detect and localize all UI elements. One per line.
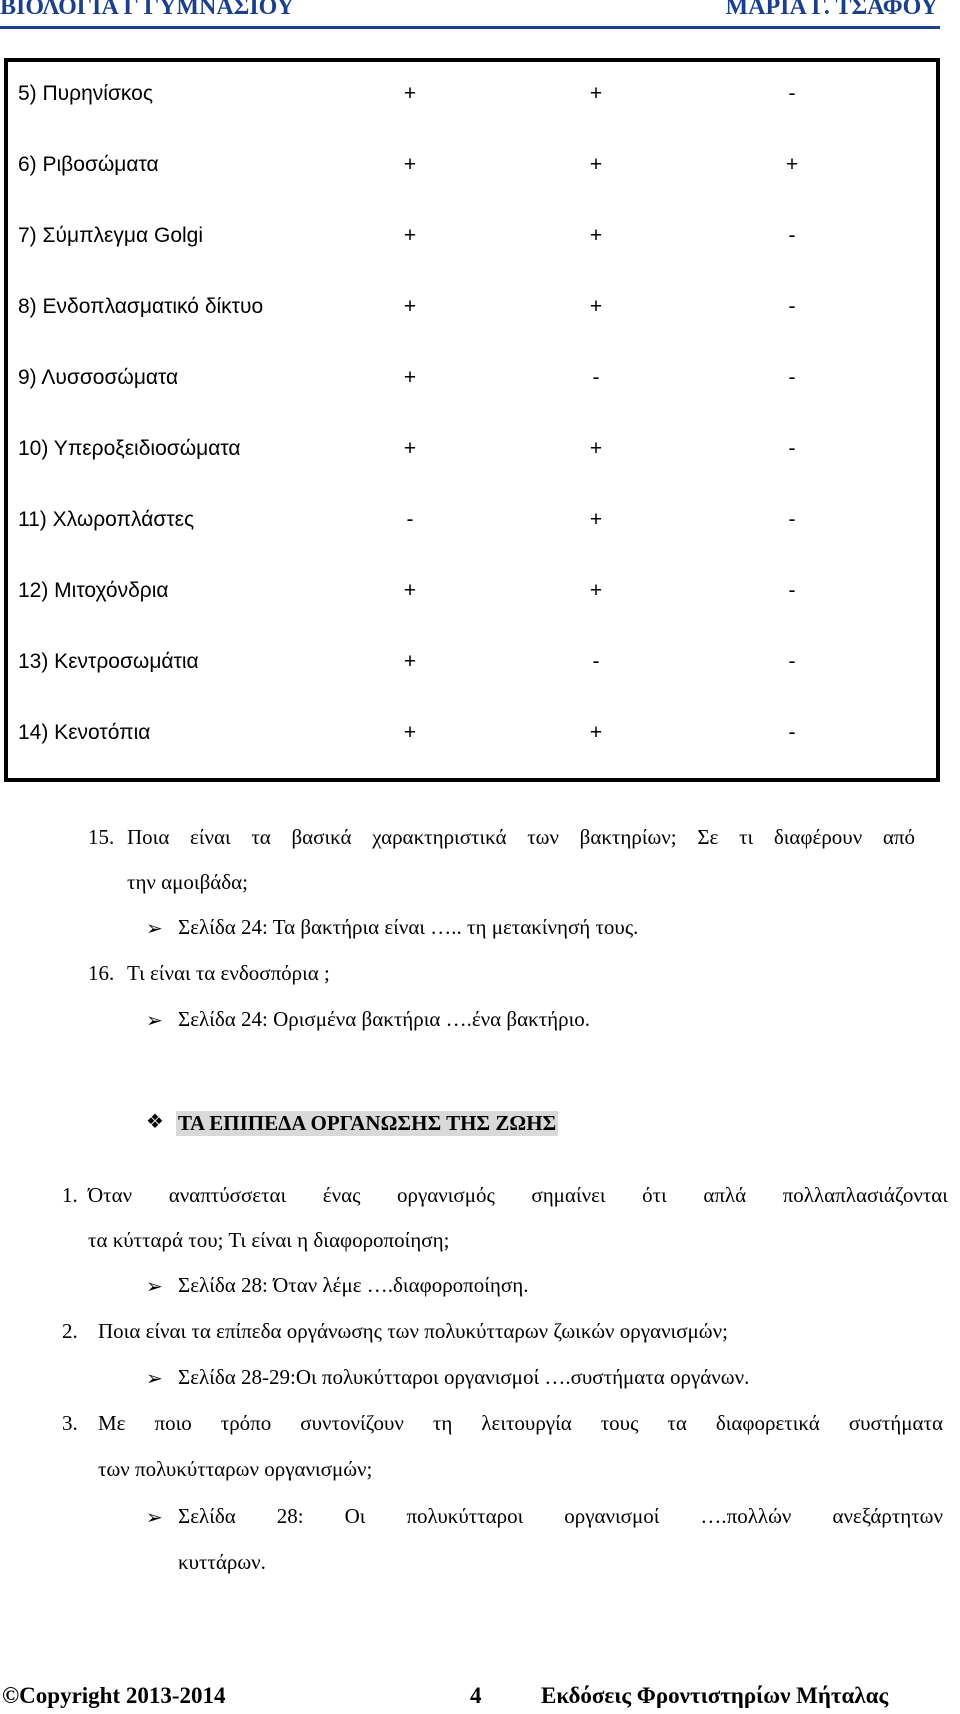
arrow-bullet-icon: ➢ <box>146 1368 163 1390</box>
organelle-name: 8) Ενδοπλασματικό δίκτυο <box>18 295 264 318</box>
mark-cell: + <box>403 437 417 460</box>
word: από <box>882 825 915 849</box>
word: 28: <box>276 1504 304 1528</box>
footer-page-number: 4 <box>470 1683 482 1708</box>
organelle-name: 9) Λυσσοσώματα <box>18 366 179 389</box>
mark-cell: + <box>589 437 603 460</box>
mark-cell: - <box>788 366 796 389</box>
s2-number: 2. <box>62 1319 78 1343</box>
s2-text: Ποια είναι τα επίπεδα οργάνωσης των πολυκύτταρων ζωικών οργανισμών; <box>98 1319 728 1343</box>
word: τη <box>432 1411 453 1435</box>
mark-cell: + <box>589 224 603 247</box>
mark-cell: - <box>788 579 796 602</box>
footer-publisher: Εκδόσεις Φροντιστηρίων Μήταλας <box>541 1683 889 1708</box>
word: απλά <box>703 1183 747 1207</box>
q16-answer: Σελίδα 24: Ορισμένα βακτήρια ….ένα βακτήριο. <box>178 1007 591 1031</box>
word: Σελίδα <box>178 1504 236 1528</box>
q16-text: Τι είναι τα ενδοσπόρια ; <box>127 961 330 985</box>
mark-cell: + <box>403 579 417 602</box>
word: των <box>527 825 559 849</box>
table-row <box>8 133 936 204</box>
organelle-name: 5) Πυρηνίσκος <box>18 82 153 105</box>
word: πολυκύτταροι <box>406 1504 524 1528</box>
organelle-name: 13) Κεντροσωμάτια <box>18 650 199 673</box>
table-row <box>8 417 936 488</box>
q16-number: 16. <box>88 961 115 985</box>
word: συντονίζουν <box>300 1411 404 1435</box>
s3-line1 <box>98 1411 943 1436</box>
table-row <box>8 488 936 559</box>
word: λειτουργία <box>481 1411 572 1435</box>
mark-cell: + <box>785 153 799 176</box>
word: τρόπο <box>220 1411 272 1435</box>
word: βακτηρίων; <box>579 825 677 849</box>
organelle-name: 14) Κενοτόπια <box>18 721 151 744</box>
mark-cell: - <box>788 650 796 673</box>
mark-cell: - <box>788 224 796 247</box>
organelle-name: 10) Υπεροξειδιοσώματα <box>18 437 241 460</box>
word: διαφέρουν <box>773 825 863 849</box>
word: οργανισμός <box>396 1183 495 1207</box>
mark-cell: + <box>403 650 417 673</box>
word: βασικά <box>291 825 352 849</box>
organelle-name: 11) Χλωροπλάστες <box>18 508 195 531</box>
table-row <box>8 559 936 630</box>
mark-cell: + <box>403 721 417 744</box>
word: διαφορετικά <box>715 1411 820 1435</box>
mark-cell: - <box>788 721 796 744</box>
arrow-bullet-icon: ➢ <box>146 1010 163 1032</box>
table-row <box>8 275 936 346</box>
mark-cell: - <box>788 437 796 460</box>
s1-number: 1. <box>62 1183 78 1207</box>
word: Όταν <box>88 1183 133 1207</box>
mark-cell: - <box>592 650 600 673</box>
q15-line1 <box>127 825 915 850</box>
word: ότι <box>642 1183 667 1207</box>
word: Σε <box>697 825 719 849</box>
word: συστήματα <box>848 1411 943 1435</box>
mark-cell: + <box>589 153 603 176</box>
mark-cell: - <box>788 295 796 318</box>
mark-cell: + <box>589 82 603 105</box>
word: οργανισμοί <box>564 1504 660 1528</box>
mark-cell: + <box>403 366 417 389</box>
organelle-name: 12) Μιτοχόνδρια <box>18 579 169 602</box>
mark-cell: + <box>403 295 417 318</box>
mark-cell: + <box>589 721 603 744</box>
word: σημαίνει <box>531 1183 606 1207</box>
table-row <box>8 204 936 275</box>
word: Οι <box>344 1504 366 1528</box>
word: τι <box>739 825 754 849</box>
s1-answer: Σελίδα 28: Όταν λέμε ….διαφοροποίηση. <box>178 1273 529 1297</box>
word: είναι <box>190 825 231 849</box>
word: ποιο <box>154 1411 192 1435</box>
s1-line2: τα κύτταρά του; Τι είναι η διαφοροποίηση; <box>88 1228 450 1252</box>
word: χαρακτηριστικά <box>372 825 507 849</box>
arrow-bullet-icon: ➢ <box>146 918 163 940</box>
mark-cell: - <box>406 508 414 531</box>
mark-cell: + <box>403 224 417 247</box>
word: τους <box>600 1411 639 1435</box>
word: ένας <box>322 1183 361 1207</box>
word: τα <box>251 825 271 849</box>
page-header <box>0 0 960 28</box>
mark-cell: + <box>589 295 603 318</box>
word: ανεξάρτητων <box>832 1504 943 1528</box>
organelle-table <box>4 58 940 782</box>
word: Με <box>98 1411 126 1435</box>
mark-cell: - <box>788 82 796 105</box>
mark-cell: + <box>589 508 603 531</box>
table-row <box>8 346 936 417</box>
mark-cell: - <box>592 366 600 389</box>
mark-cell: + <box>403 82 417 105</box>
word: τα <box>667 1411 687 1435</box>
s3-line2: των πολυκύτταρων οργανισμών; <box>98 1457 373 1481</box>
mark-cell: + <box>589 579 603 602</box>
section-title: ΤΑ ΕΠΙΠΕΔΑ ΟΡΓΑΝΩΣΗΣ ΤΗΣ ΖΩΗΣ <box>178 1111 557 1135</box>
arrow-bullet-icon: ➢ <box>146 1507 163 1529</box>
organelle-name: 6) Ριβοσώματα <box>18 153 159 176</box>
s3-answer <box>178 1504 943 1529</box>
q15-answer: Σελίδα 24: Τα βακτήρια είναι ….. τη μετακίνησή τους. <box>178 915 639 939</box>
table-row <box>8 701 936 772</box>
word: Ποια <box>127 825 170 849</box>
s3-number: 3. <box>62 1411 78 1435</box>
s2-answer: Σελίδα 28-29:Οι πολυκύτταροι οργανισμοί ….συστήματα οργάνων. <box>178 1365 750 1389</box>
word: ….πολλών <box>700 1504 792 1528</box>
q15-line2: την αμοιβάδα; <box>127 870 248 894</box>
mark-cell: - <box>788 508 796 531</box>
header-divider <box>0 26 940 29</box>
word: αναπτύσσεται <box>168 1183 287 1207</box>
table-row <box>8 62 936 133</box>
s3-answer-line2: κυττάρων. <box>178 1550 266 1574</box>
arrow-bullet-icon: ➢ <box>146 1276 163 1298</box>
q15-number: 15. <box>88 825 115 849</box>
table-row <box>8 630 936 701</box>
s1-line1 <box>88 1183 948 1208</box>
word: πολλαπλασιάζονται <box>782 1183 948 1207</box>
diamond-bullet-icon: ❖ <box>146 1111 164 1133</box>
header-author: ΜΑΡΙΑ Γ. ΤΣΑΦΟΥ <box>725 0 938 20</box>
footer-copyright: ©Copyright 2013-2014 <box>2 1683 226 1708</box>
mark-cell: + <box>403 153 417 176</box>
header-subject: ΒΙΟΛΟΓΙΑ Γ ΓΥΜΝΑΣΙΟΥ <box>0 0 295 20</box>
organelle-name: 7) Σύμπλεγμα Golgi <box>18 224 204 247</box>
